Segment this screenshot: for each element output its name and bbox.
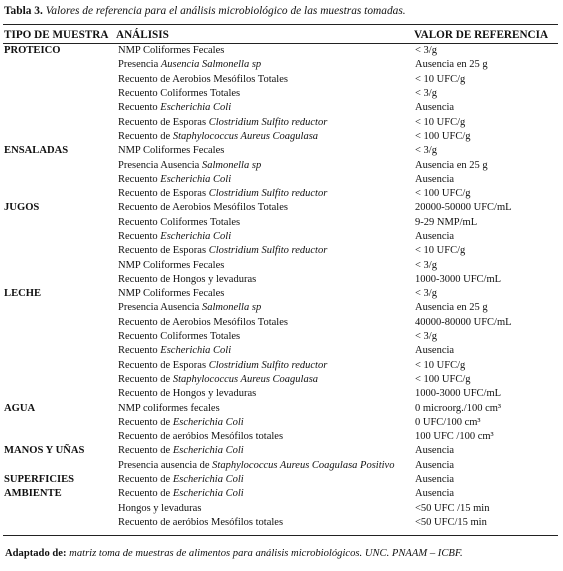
analysis-cell [115, 101, 413, 115]
sample-type-cell [3, 101, 115, 115]
reference-value-cell: Ausencia [415, 474, 455, 486]
analysis-text: Recuento Coliformes Totales [118, 88, 241, 100]
organism-name: Escherichia Coli [172, 416, 244, 428]
reference-value-cell: Ausencia [415, 345, 455, 357]
bottom-rule [3, 535, 558, 536]
reference-value-cell: 100 UFC /100 cm³ [415, 431, 494, 443]
sample-type-cell [3, 187, 115, 201]
sample-type-cell [3, 373, 115, 387]
sample-type-cell [3, 430, 115, 444]
analysis-text: Recuento de aeróbios Mesófilos totales [118, 431, 284, 443]
analysis-text: Recuento de Aerobios Mesófilos Totales [118, 73, 288, 85]
organism-name: Staphylococcus Aureus Coagulasa Positivo [212, 459, 395, 471]
table-row [3, 87, 558, 101]
table-row [3, 344, 558, 358]
organism-name: Clostridium Sulfito reductor [208, 245, 328, 257]
analysis-text: NMP Coliformes Fecales [118, 45, 225, 57]
reference-value-cell: 1000-3000 UFC/mL [415, 388, 502, 400]
sample-type-cell [3, 258, 115, 272]
table-row [3, 73, 558, 87]
analysis-text: Presencia Ausencia [118, 302, 202, 314]
reference-value-cell: 1000-3000 UFC/mL [415, 273, 502, 285]
analysis-cell [115, 201, 413, 215]
source-note [5, 548, 463, 559]
reference-value-cell: < 100 UFC/g [415, 188, 471, 200]
reference-value-cell: Ausencia en 25 g [415, 59, 488, 71]
table-row [3, 359, 558, 373]
analysis-cell [115, 430, 413, 444]
analysis-cell [115, 359, 413, 373]
organism-name: Escherichia Coli [172, 488, 244, 500]
analysis-cell [115, 216, 413, 230]
analysis-cell [115, 130, 413, 144]
sample-type-cell [3, 502, 115, 516]
reference-value-cell: < 3/g [415, 45, 437, 57]
analysis-text: Recuento Coliformes Totales [118, 331, 241, 343]
analysis-cell [115, 444, 413, 458]
sample-type-cell [3, 173, 115, 187]
analysis-text: Recuento de Aerobios Mesófilos Totales [118, 316, 288, 328]
analysis-cell [115, 273, 413, 287]
sample-type-cell [3, 330, 115, 344]
sample-type-cell [3, 387, 115, 401]
organism-name: Salmonella sp [201, 159, 262, 171]
analysis-text: Recuento [118, 231, 161, 242]
reference-value-cell: Ausencia en 25 g [415, 302, 488, 314]
analysis-cell [115, 487, 413, 501]
table-row [3, 230, 558, 244]
analysis-cell [115, 373, 413, 387]
sample-type-cell: AMBIENTE [4, 488, 62, 500]
source-text: matriz toma de muestras de alimentos para análisis microbiológicos. UNC. PNAAM – ICBF. [69, 548, 463, 559]
organism-name: Escherichia Coli [160, 231, 232, 242]
sample-type-cell: JUGOS [4, 202, 40, 214]
organism-name: Staphylococcus Aureus Coagulasa [172, 373, 319, 385]
organism-name: Clostridium Sulfito reductor [208, 359, 328, 371]
sample-type-cell [3, 244, 115, 258]
reference-value-cell: Ausencia [415, 231, 455, 242]
organism-name: Salmonella sp [201, 302, 262, 314]
table-row [3, 316, 558, 330]
reference-value-cell: < 3/g [415, 331, 437, 343]
table-caption [4, 4, 406, 18]
table-row [3, 416, 558, 430]
table-row [3, 258, 558, 272]
reference-value-cell: < 10 UFC/g [415, 245, 466, 257]
analysis-cell [115, 115, 413, 129]
sample-type-cell [3, 459, 115, 473]
organism-name: Escherichia Coli [172, 445, 244, 457]
sample-type-cell [3, 87, 115, 101]
reference-value-cell: < 10 UFC/g [415, 116, 466, 128]
analysis-cell [115, 416, 413, 430]
header-reference-value: VALOR DE REFERENCIA [413, 27, 558, 44]
analysis-cell [115, 330, 413, 344]
table-row [3, 101, 558, 115]
table-row [3, 473, 558, 487]
table-row [3, 487, 558, 501]
analysis-cell [115, 230, 413, 244]
analysis-cell [115, 187, 413, 201]
table-body [3, 44, 558, 531]
table-row [3, 373, 558, 387]
caption-label: Tabla 3. [4, 5, 43, 17]
table-row [3, 330, 558, 344]
sample-type-cell [3, 516, 115, 530]
analysis-cell [115, 287, 413, 301]
reference-values-table [3, 27, 558, 530]
analysis-text: Recuento de Esporas [118, 188, 209, 200]
analysis-cell [115, 87, 413, 101]
table-row [3, 44, 558, 59]
sample-type-cell [3, 416, 115, 430]
reference-value-cell: Ausencia [415, 459, 455, 471]
analysis-text: Recuento de [118, 474, 173, 486]
reference-value-cell: < 3/g [415, 88, 437, 100]
sample-type-cell: AGUA [4, 402, 36, 414]
analysis-text: NMP Coliformes Fecales [118, 145, 225, 157]
sample-type-cell [3, 158, 115, 172]
organism-name: Staphylococcus Aureus Coagulasa [172, 130, 319, 142]
sample-type-cell [3, 359, 115, 373]
organism-name: Escherichia Coli [172, 474, 244, 486]
analysis-text: Recuento de Esporas [118, 245, 209, 257]
header-sample-type: TIPO DE MUESTRA [3, 27, 115, 44]
header-analysis: ANÁLISIS [115, 27, 413, 44]
table-row [3, 387, 558, 401]
analysis-text: NMP Coliformes Fecales [118, 259, 225, 271]
table-row [3, 144, 558, 158]
source-label: Adaptado de: [5, 548, 67, 559]
analysis-cell [115, 316, 413, 330]
analysis-cell [115, 301, 413, 315]
table-row [3, 244, 558, 258]
analysis-cell [115, 258, 413, 272]
sample-type-cell [3, 316, 115, 330]
sample-type-cell [3, 301, 115, 315]
analysis-text: NMP Coliformes Fecales [118, 288, 225, 300]
sample-type-cell [3, 230, 115, 244]
reference-value-cell: <50 UFC/15 min [415, 516, 487, 528]
table-row [3, 459, 558, 473]
reference-value-cell: <50 UFC /15 min [415, 502, 490, 514]
table-row [3, 516, 558, 530]
table-row [3, 201, 558, 215]
analysis-text: Recuento [118, 345, 161, 357]
table-row [3, 273, 558, 287]
analysis-cell [115, 502, 413, 516]
sample-type-cell: SUPERFICIES [4, 474, 75, 486]
analysis-text: NMP coliformes fecales [118, 402, 220, 414]
organism-name: Escherichia Coli [160, 345, 232, 357]
reference-value-cell: < 3/g [415, 259, 437, 271]
table-row [3, 130, 558, 144]
analysis-cell [115, 73, 413, 87]
analysis-cell [115, 459, 413, 473]
organism-name: Ausencia Salmonella sp [160, 59, 262, 71]
sample-type-cell [3, 216, 115, 230]
sample-type-cell [3, 58, 115, 72]
analysis-cell [115, 473, 413, 487]
sample-type-cell [3, 115, 115, 129]
analysis-text: Recuento [118, 102, 161, 114]
analysis-text: Recuento de Aerobios Mesófilos Totales [118, 202, 288, 214]
analysis-cell [115, 144, 413, 158]
sample-type-cell [3, 130, 115, 144]
reference-value-cell: 40000-80000 UFC/mL [415, 316, 512, 328]
table-row [3, 401, 558, 415]
table-header-row [3, 27, 558, 44]
sample-type-cell [3, 73, 115, 87]
sample-type-cell: PROTEICO [4, 45, 61, 57]
reference-value-cell: 0 microorg./100 cm³ [415, 402, 502, 414]
analysis-text: Recuento de [118, 373, 173, 385]
analysis-text: Presencia ausencia de [118, 459, 213, 471]
table-row [3, 216, 558, 230]
sample-type-cell: LECHE [4, 288, 42, 300]
top-rule [3, 24, 558, 25]
table-row [3, 187, 558, 201]
analysis-text: Recuento de [118, 445, 173, 457]
analysis-cell [115, 158, 413, 172]
organism-name: Clostridium Sulfito reductor [208, 188, 328, 200]
reference-value-cell: 0 UFC/100 cm³ [415, 416, 481, 428]
table-row [3, 158, 558, 172]
analysis-text: Recuento de Hongos y levaduras [118, 273, 257, 285]
reference-value-cell: 20000-50000 UFC/mL [415, 202, 512, 214]
analysis-text: Presencia [118, 59, 161, 71]
analysis-cell [115, 344, 413, 358]
organism-name: Escherichia Coli [160, 102, 232, 114]
table-row [3, 301, 558, 315]
table-row [3, 58, 558, 72]
reference-value-cell: Ausencia [415, 173, 455, 185]
analysis-text: Recuento de [118, 130, 173, 142]
analysis-cell [115, 401, 413, 415]
reference-value-cell: < 3/g [415, 288, 437, 300]
analysis-text: Presencia Ausencia [118, 159, 202, 171]
reference-value-cell: Ausencia [415, 445, 455, 457]
table-row [3, 173, 558, 187]
reference-value-cell: < 3/g [415, 145, 437, 157]
sample-type-cell [3, 273, 115, 287]
analysis-cell [115, 173, 413, 187]
reference-value-cell: Ausencia [415, 102, 455, 114]
reference-value-cell: < 10 UFC/g [415, 73, 466, 85]
reference-value-cell: < 10 UFC/g [415, 359, 466, 371]
analysis-cell [115, 244, 413, 258]
organism-name: Clostridium Sulfito reductor [208, 116, 328, 128]
analysis-text: Recuento de [118, 416, 173, 428]
analysis-cell [115, 44, 413, 59]
table-row [3, 444, 558, 458]
sample-type-cell: MANOS Y UÑAS [4, 445, 85, 457]
caption-text: Valores de referencia para el análisis microbiológico de las muestras tomadas. [45, 5, 406, 17]
table-row [3, 502, 558, 516]
analysis-text: Hongos y levaduras [118, 502, 202, 514]
analysis-text: Recuento de Hongos y levaduras [118, 388, 257, 400]
table-row [3, 287, 558, 301]
analysis-text: Recuento de [118, 488, 173, 500]
analysis-text: Recuento de aeróbios Mesófilos totales [118, 516, 284, 528]
reference-value-cell: < 100 UFC/g [415, 130, 471, 142]
sample-type-cell: ENSALADAS [4, 145, 69, 157]
analysis-cell [115, 58, 413, 72]
analysis-cell [115, 516, 413, 530]
reference-value-cell: 9-29 NMP/mL [415, 216, 478, 228]
analysis-cell [115, 387, 413, 401]
analysis-text: Recuento Coliformes Totales [118, 216, 241, 228]
table-row [3, 115, 558, 129]
sample-type-cell [3, 344, 115, 358]
analysis-text: Recuento [118, 173, 161, 185]
reference-value-cell: Ausencia [415, 488, 455, 500]
reference-value-cell: < 100 UFC/g [415, 373, 471, 385]
reference-value-cell: Ausencia en 25 g [415, 159, 488, 171]
analysis-text: Recuento de Esporas [118, 359, 209, 371]
organism-name: Escherichia Coli [160, 173, 232, 185]
table-row [3, 430, 558, 444]
analysis-text: Recuento de Esporas [118, 116, 209, 128]
